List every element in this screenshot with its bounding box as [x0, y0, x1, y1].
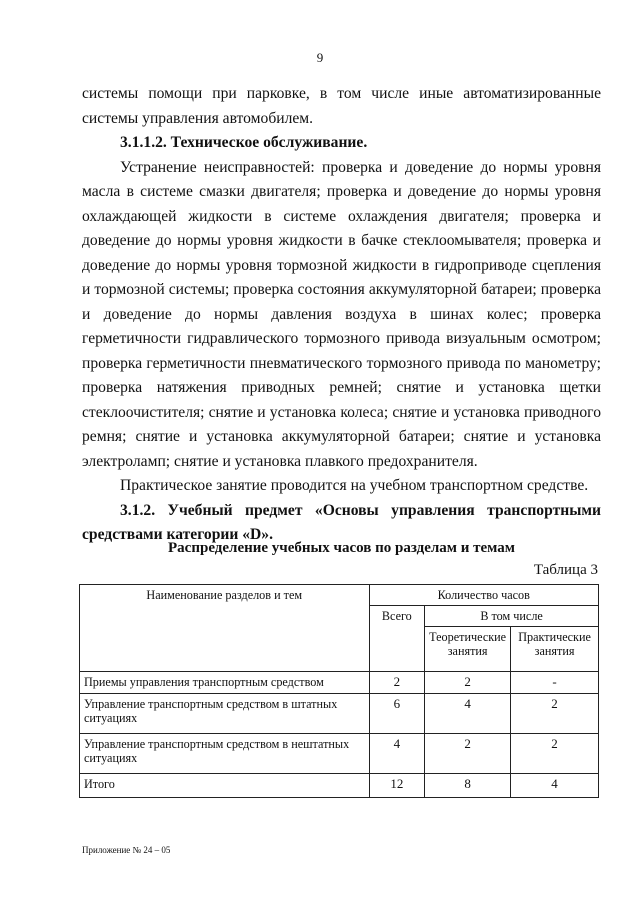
footer-note: Приложение № 24 – 05 [82, 845, 171, 855]
row-practice: 4 [511, 774, 599, 798]
row-name: Итого [80, 774, 370, 798]
row-theory: 2 [425, 672, 511, 694]
header-theory: Теоретические занятия [425, 627, 511, 672]
paragraph-practical-note: Практическое занятие проводится на учебном транспортном средстве. [120, 477, 589, 494]
row-total: 12 [369, 774, 425, 798]
row-practice: 2 [511, 734, 599, 774]
row-name: Приемы управления транспортным средством [80, 672, 370, 694]
row-total: 2 [369, 672, 425, 694]
header-name: Наименование разделов и тем [80, 585, 370, 672]
table-row [80, 694, 599, 734]
table-row [80, 672, 599, 694]
header-practice: Практичеcкие занятия [511, 627, 599, 672]
paragraph-continuation: системы помощи при парковке, в том числе иные автоматизированные системы управления автомобилем. [82, 85, 601, 127]
row-name: Управление транспортным средством в нештатных ситуациях [80, 734, 370, 774]
header-total: Всего [369, 606, 425, 672]
row-practice: 2 [511, 694, 599, 734]
body-text [82, 82, 601, 548]
table-row-total [80, 774, 599, 798]
row-total: 4 [369, 734, 425, 774]
row-theory: 2 [425, 734, 511, 774]
section-heading-subject: 3.1.2. Учебный предмет «Основы управления транспортными средствами категории «D». [82, 501, 601, 543]
row-practice: - [511, 672, 599, 694]
row-total: 6 [369, 694, 425, 734]
header-hours: Количество часов [369, 585, 598, 606]
row-theory: 4 [425, 694, 511, 734]
table-label: Таблица 3 [533, 562, 598, 578]
hours-table [79, 584, 599, 798]
paragraph-maintenance: Устранение неисправностей: проверка и доведение до нормы уровня масла в системе смазки двигателя; проверка и доведение до нормы уровня охлаждающей жидкости в системе охлаждения двигателя; проверка и доведение до нормы уровня жидкости в бачке стеклоомывателя; проверка и доведение до нормы уровня тормозной жидкости в гидроприводе сцепления и тормозной системы; проверка состояния аккумуляторной батареи; проверка и доведение до нормы давления воздуха в шинах колес; проверка герметичности гидравлического тормозного привода визуальным осмотром; проверка герметичности пневматического тормозного привода по манометру; проверка натяжения приводных ремней; снятие и установка щетки стеклоочистителя; снятие и установка колеса; снятие и установка приводного ремня; снятие и установка аккумуляторной батареи; снятие и установка электроламп; снятие и установка плавкого предохранителя. [82, 158, 601, 470]
row-name: Управление транспортным средством в штатных ситуациях [80, 694, 370, 734]
table-title: Распределение учебных часов по разделам и темам [168, 540, 515, 556]
header-including: В том числе [425, 606, 599, 627]
row-theory: 8 [425, 774, 511, 798]
page-number: 9 [316, 50, 324, 65]
section-heading-maintenance: 3.1.1.2. Техническое обслуживание. [120, 134, 368, 151]
table-row [80, 734, 599, 774]
